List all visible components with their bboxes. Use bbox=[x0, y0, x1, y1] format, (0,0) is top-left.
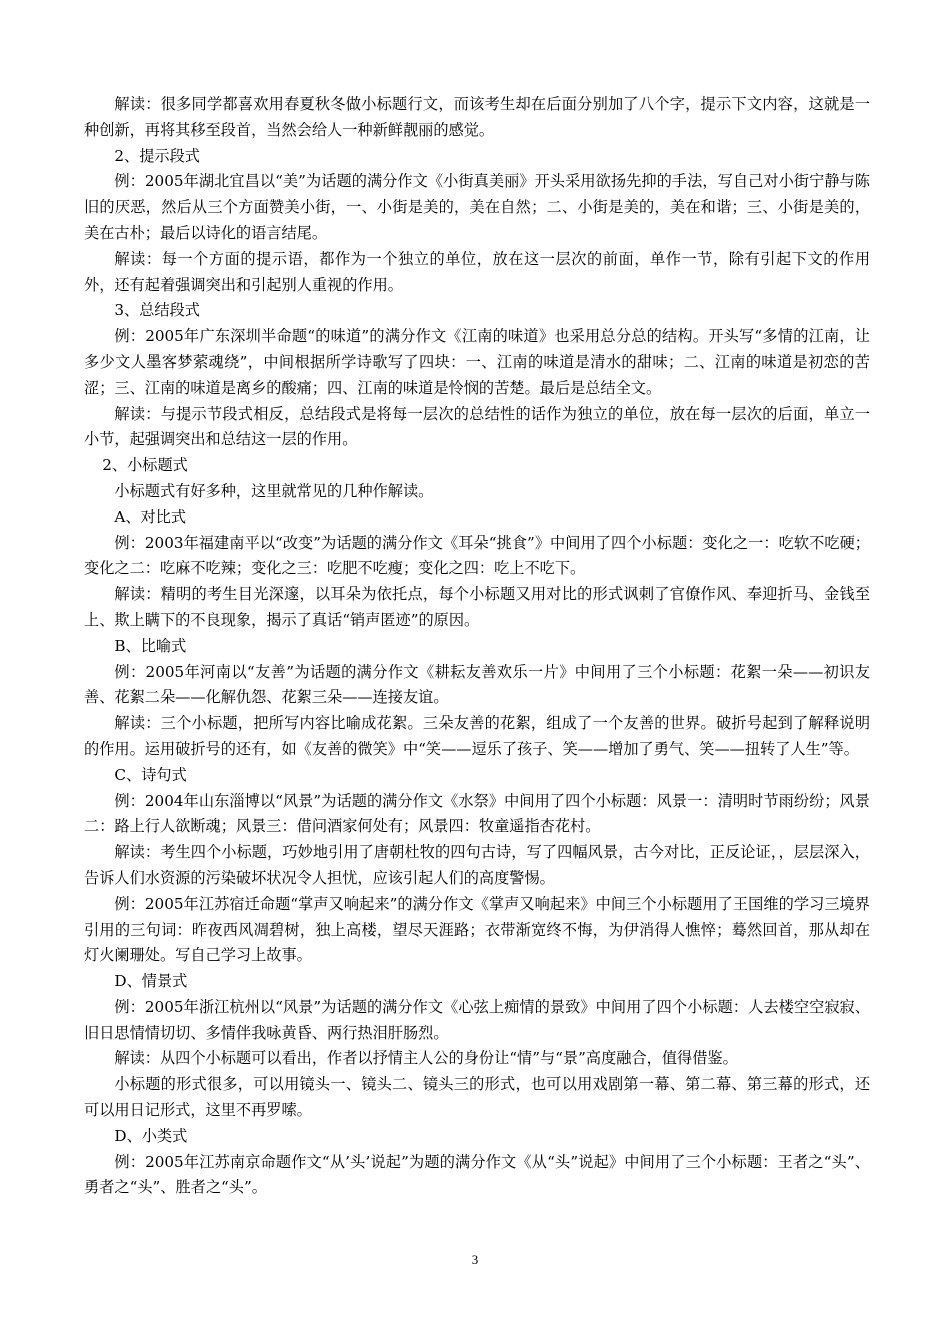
paragraph: 例：2005年江苏南京命题作文“从’头’说起”为题的满分作文《从“头”说起》中间用了三个小标题：王者之“头”、勇者之“头”、胜者之“头”。 bbox=[84, 1152, 870, 1197]
paragraph: 例：2003年福建南平以“改变”为话题的满分作文《耳朵“挑食”》中间用了四个小标题：变化之一：吃软不吃硬；变化之二：吃麻不吃辣；变化之三：吃肥不吃瘦；变化之四：吃上不吃下。 bbox=[84, 533, 870, 578]
paragraph: 小标题式有好多种，这里就常见的几种作解读。 bbox=[114, 481, 434, 500]
paragraph: 例：2005年浙江杭州以“风景”为话题的满分作文《心弦上痴情的景致》中间用了四个小标题：人去楼空空寂寂、旧日思情情切切、多情伴我咏黄昏、两行热泪肝肠烈。 bbox=[84, 997, 870, 1042]
page-number: 3 bbox=[471, 1252, 479, 1267]
paragraph: 例：2005年湖北宜昌以“美”为话题的满分作文《小街真美丽》开头采用欲扬先抑的手法，写自己对小街宁静与陈旧的厌恶，然后从三个方面赞美小街，一、小街是美的，美在自然；二、小街是美的，美在和谐；三、小街是美的，美在古朴；最后以诗化的语言结尾。 bbox=[84, 172, 870, 242]
paragraph: 小标题的形式很多，可以用镜头一、镜头二、镜头三的形式，也可以用戏剧第一幕、第二幕、第三幕的形式，还可以用日记形式，这里不再罗嗦。 bbox=[84, 1075, 870, 1120]
paragraph: D、小类式 bbox=[114, 1126, 188, 1145]
paragraph: C、诗句式 bbox=[114, 765, 187, 784]
paragraph: 解读：很多同学都喜欢用春夏秋冬做小标题行文，而该考生却在后面分别加了八个字，提示下文内容，这就是一种创新，再将其移至段首，当然会给人一种新鲜靓丽的感觉。 bbox=[84, 95, 870, 139]
paragraph: 解读：每一个方面的提示语，都作为一个独立的单位，放在这一层次的前面，单作一节，除有引起下文的作用外，还有起着强调突出和引起别人重视的作用。 bbox=[84, 249, 870, 294]
paragraph: 解读：精明的考生目光深邃，以耳朵为依托点，每个小标题又用对比的形式讽刺了官僚作风、奉迎折马、金钱至上、欺上瞒下的不良现象，揭示了真话“销声匿迹”的原因。 bbox=[84, 585, 870, 629]
paragraph: 例：2005年河南以“友善”为话题的满分作文《耕耘友善欢乐一片》中间用了三个小标题：花絮一朵——初识友善、花絮二朵——化解仇怨、花絮三朵——连接友谊。 bbox=[84, 662, 870, 707]
paragraph: 例：2005年广东深圳半命题“的味道”的满分作文《江南的味道》也采用总分总的结构。开头写“多情的江南，让多少文人墨客梦萦魂绕”，中间根据所学诗歌写了四块：一、江南的味道是清水的甜味；二、江南的味道是初恋的苦涩；三、江南的味道是离乡的酸痛；四、江南的味道是怜悯的苦楚。最后是总结全文。 bbox=[84, 327, 870, 397]
paragraph: 2、小标题式 bbox=[102, 456, 188, 475]
paragraph: 解读：从四个小标题可以看出，作者以抒情主人公的身份让“情”与“景”高度融合，值得借鉴。 bbox=[114, 1049, 738, 1068]
paragraph: 解读：考生四个小标题，巧妙地引用了唐朝杜牧的四句古诗，写了四幅风景，古今对比，正反论证，，层层深入，告诉人们水资源的污染破坏状况令人担忧，应该引起人们的高度警惕。 bbox=[84, 843, 870, 887]
paragraph: B、比喻式 bbox=[114, 636, 187, 655]
paragraph: 例：2005年江苏宿迁命题“掌声又响起来”的满分作文《掌声又响起来》中间三个小标题用了王国维的学习三境界引用的三句词：昨夜西风凋碧树，独上高楼，望尽天涯路；衣带渐宽终不悔，为伊消得人憔悴；蓦然回首，那从却在灯火阑珊处。写自己学习上故事。 bbox=[84, 894, 870, 965]
paragraph: 解读：三个小标题，把所写内容比喻成花絮。三朵友善的花絮，组成了一个友善的世界。破折号起到了解释说明的作用。运用破折号的还有，如《友善的微笑》中“笑——逗乐了孩子、笑——增加了勇气、笑——扭转了人生”等。 bbox=[84, 714, 870, 758]
paragraph: A、对比式 bbox=[114, 507, 187, 526]
paragraph: 解读：与提示节段式相反，总结段式是将每一层次的总结性的话作为独立的单位，放在每一层次的后面，单立一小节，起强调突出和总结这一层的作用。 bbox=[84, 404, 870, 449]
paragraph: D、情景式 bbox=[114, 972, 188, 991]
paragraph: 3、总结段式 bbox=[114, 301, 200, 320]
document-body bbox=[84, 92, 870, 1201]
paragraph: 例：2004年山东淄博以“风景”为话题的满分作文《水祭》中间用了四个小标题：风景一：清明时节雨纷纷；风景二：路上行人欲断魂；风景三：借问酒家何处有；风景四：牧童遥指杏花村。 bbox=[84, 791, 870, 836]
paragraph: 2、提示段式 bbox=[114, 146, 200, 165]
